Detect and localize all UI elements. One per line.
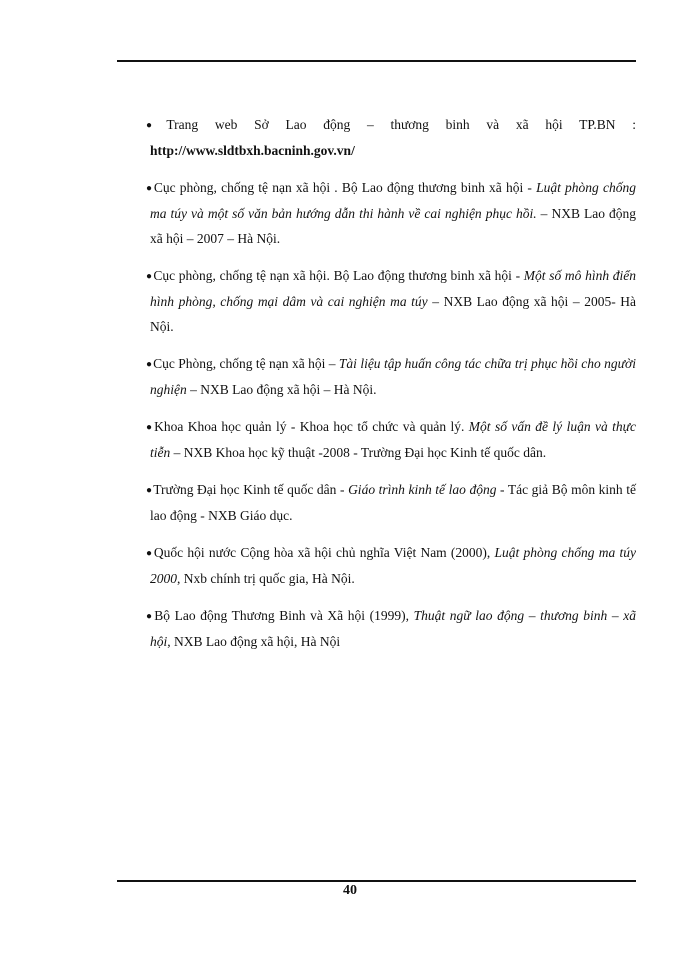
website-link[interactable]: http://www.sldtbxh.bacninh.gov.vn/	[150, 143, 355, 158]
reference-item: ●Trường Đại học Kinh tế quốc dân - Giáo trình kinh tế lao động - Tác giả Bộ môn kinh tế lao động - NXB Giáo dục.	[146, 482, 636, 523]
reference-list	[146, 112, 637, 666]
bullet-icon: ●	[146, 183, 153, 194]
reference-item: ●Trang web Sở Lao động – thương binh và xã hội TP.BN : http://www.sldtbxh.bacninh.gov.vn/	[146, 117, 636, 158]
page-number: 40	[343, 883, 357, 898]
bullet-icon: ●	[146, 485, 153, 496]
reference-item: ●Bộ Lao động Thương Binh và Xã hội (1999), Thuật ngữ lao động – thương binh – xã hội, NXB Lao động xã hội, Hà Nội	[146, 608, 636, 649]
reference-item: ●Quốc hội nước Cộng hòa xã hội chủ nghĩa Việt Nam (2000), Luật phòng chống ma túy 2000, Nxb chính trị quốc gia, Hà Nội.	[146, 545, 637, 586]
reference-item: ●Khoa Khoa học quản lý - Khoa học tổ chức và quản lý. Một số vấn đề lý luận và thực tiễn – NXB Khoa học kỹ thuật -2008 - Trường Đại học Kinh tế quốc dân.	[146, 419, 637, 460]
reference-item: ●Cục phòng, chống tệ nạn xã hội. Bộ Lao động thương binh xã hội - Một số mô hình điển hình phòng, chống mại dâm và cai nghiện ma túy – NXB Lao động xã hội – 2005- Hà Nội.	[146, 268, 637, 334]
footer-rule	[117, 880, 636, 882]
header-rule	[117, 60, 636, 62]
bullet-icon: ●	[146, 548, 153, 559]
bullet-icon: ●	[146, 611, 154, 622]
bullet-icon: ●	[146, 422, 154, 433]
reference-item: ●Cục Phòng, chống tệ nạn xã hội – Tài liệu tập huấn công tác chữa trị phục hồi cho người nghiện – NXB Lao động xã hội – Hà Nội.	[146, 356, 636, 397]
bullet-icon: ●	[146, 271, 153, 282]
bullet-icon: ●	[146, 120, 166, 131]
reference-item: ●Cục phòng, chống tệ nạn xã hội . Bộ Lao động thương binh xã hội - Luật phòng chống ma túy và một số văn bản hướng dẫn thi hành về cai nghiện phục hồi. – NXB Lao động xã hội – 2007 – Hà Nội.	[146, 180, 636, 246]
bullet-icon: ●	[146, 359, 153, 370]
